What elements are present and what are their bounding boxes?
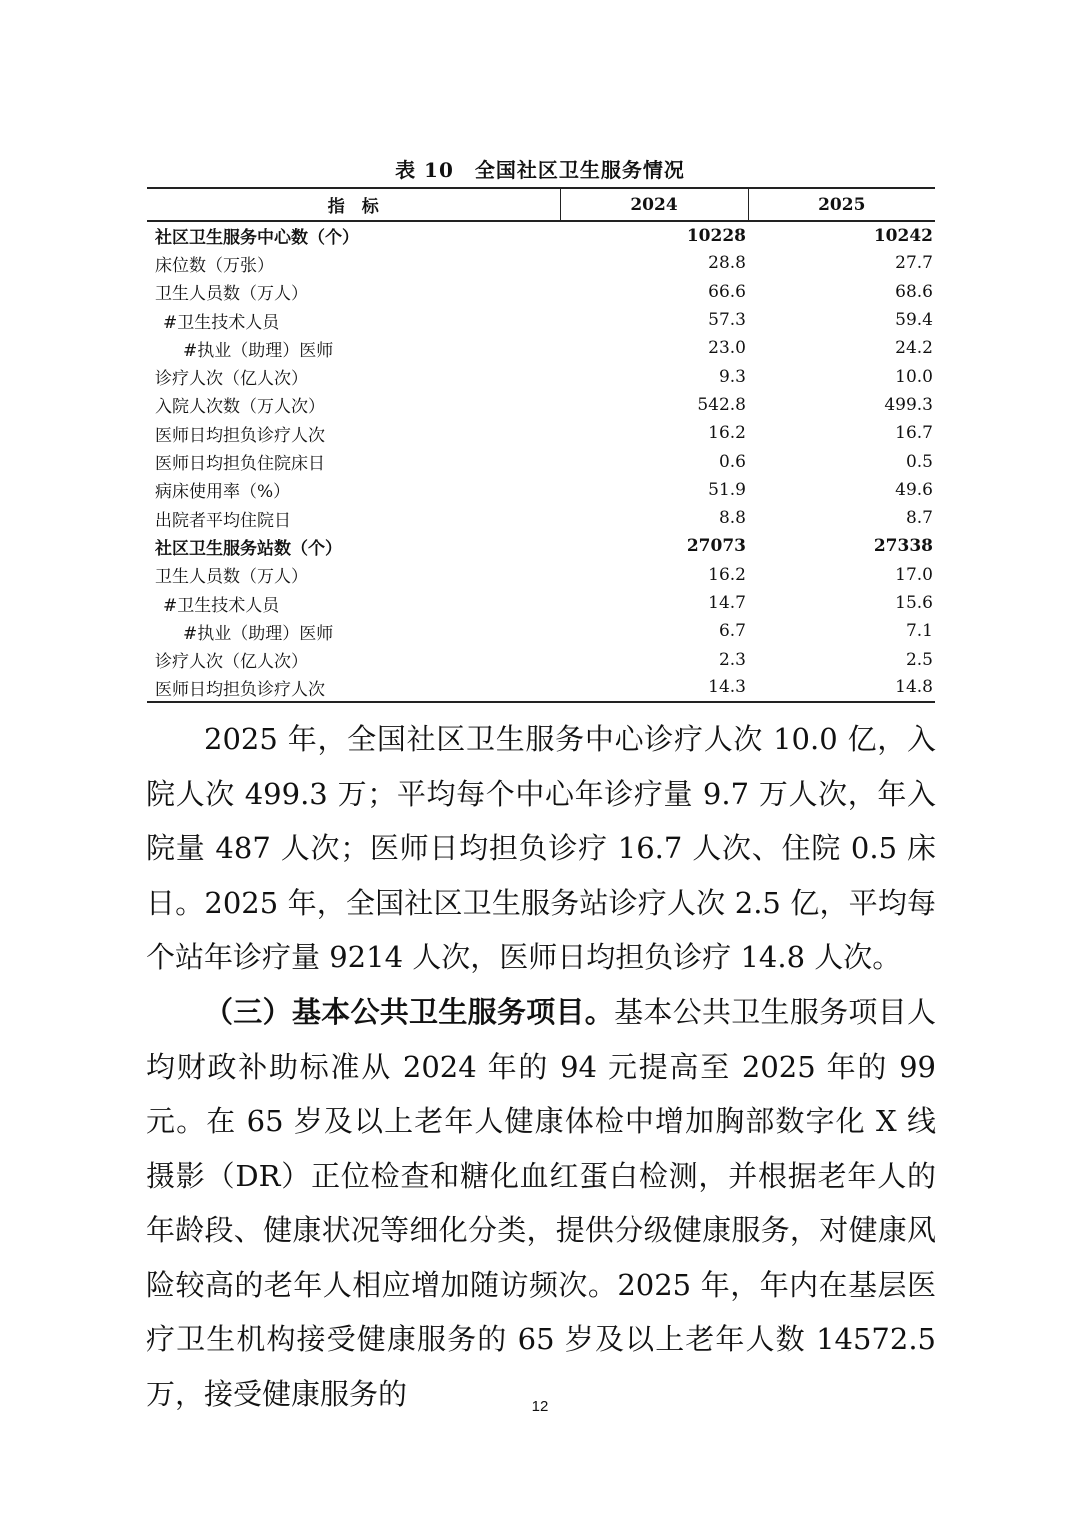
value-2025: 15.6: [895, 593, 933, 613]
row-label: 出院者平均住院日: [155, 510, 291, 531]
value-2024: 9.3: [718, 366, 746, 387]
row-label: 医师日均担负诊疗人次: [155, 425, 325, 446]
page-number: 12: [531, 1398, 549, 1415]
value-2024: 57.3: [708, 310, 746, 331]
value-2024: 8.8: [718, 508, 746, 529]
table-row: [147, 645, 935, 673]
row-label: 入院人次数（万人次）: [155, 397, 325, 418]
paragraph-public-health: [146, 985, 936, 1421]
value-2024: 66.6: [708, 281, 746, 302]
value-2025: 17.0: [895, 564, 933, 585]
value-2025: 27.7: [895, 253, 933, 274]
table-row: [147, 561, 935, 589]
table-header-row: [147, 188, 935, 221]
value-2025: 59.4: [895, 310, 933, 331]
table-row: [147, 306, 935, 334]
row-label: 医师日均担负住院床日: [155, 454, 325, 475]
value-2025: 10.0: [895, 366, 933, 387]
table-row: [147, 589, 935, 617]
header-2024: 2024: [560, 188, 748, 221]
row-label: #卫生技术人员: [163, 595, 280, 616]
table-caption: 表 10 全国社区卫生服务情况: [395, 158, 685, 182]
value-2024: 27073: [686, 536, 746, 557]
table-row: [147, 278, 935, 306]
row-label: 卫生人员数（万人）: [155, 284, 308, 305]
value-2024: 14.7: [708, 593, 746, 613]
row-label: #卫生技术人员: [163, 312, 280, 333]
value-2025: 14.8: [748, 674, 935, 702]
header-indicator: 指 标: [147, 188, 560, 221]
table-row: [147, 362, 935, 390]
value-2025: 499.3: [884, 394, 933, 415]
table-row: [147, 334, 935, 362]
table-row: [147, 447, 935, 475]
row-label: 社区卫生服务站数（个）: [155, 538, 342, 559]
value-2025: 7.1: [905, 621, 933, 642]
value-2024: 23.0: [708, 338, 746, 359]
row-label: 卫生人员数（万人）: [155, 567, 308, 588]
row-label: #执业（助理）医师: [183, 623, 334, 644]
table-row: [147, 391, 935, 419]
value-2024: 16.2: [708, 423, 746, 444]
row-label: 社区卫生服务中心数（个）: [155, 228, 359, 249]
value-2024: 2.3: [718, 649, 746, 670]
value-2024: 16.2: [708, 564, 746, 585]
row-label: #执业（助理）医师: [183, 340, 334, 361]
table-row: [147, 617, 935, 645]
table-row: [147, 504, 935, 532]
value-2025: 24.2: [895, 338, 933, 359]
row-label: 病床使用率（%）: [155, 482, 291, 503]
section-heading: （三）基本公共卫生服务项目。: [204, 995, 615, 1029]
value-2025: 10242: [873, 225, 933, 246]
value-2024: 6.7: [718, 621, 746, 642]
row-label: 医师日均担负诊疗人次: [147, 674, 560, 702]
community-health-table: [147, 187, 935, 703]
row-label: 诊疗人次（亿人次）: [155, 652, 308, 673]
value-2024: 51.9: [708, 479, 746, 500]
value-2025: 8.7: [905, 508, 933, 529]
section-body: 基本公共卫生服务项目人均财政补助标准从 2024 年的 94 元提高至 2025 年的 99 元。在 65 岁及以上老年人健康体检中增加胸部数字化 X 线摄影（DR）正位检查和糖化血红蛋白检测，并根据老年人的年龄段、健康状况等细化分类，提供分级健康服务，对健康风险较高的老年人相应增加随访频次。2025 年，年内在基层医疗卫生机构接受健康服务的 65 岁及以上老年人数 14572.5 万，接受健康服务的: [146, 995, 936, 1411]
header-2025: 2025: [748, 188, 935, 221]
row-label: 床位数（万张）: [155, 255, 274, 276]
value-2024: 10228: [686, 225, 746, 246]
value-2025: 16.7: [895, 423, 933, 444]
value-2025: 0.5: [905, 451, 933, 472]
value-2025: 49.6: [895, 479, 933, 500]
table-row: [147, 419, 935, 447]
row-label: 诊疗人次（亿人次）: [155, 369, 308, 390]
value-2025: 68.6: [895, 281, 933, 302]
table-row: [147, 249, 935, 277]
value-2024: 542.8: [697, 394, 746, 415]
table-row: [147, 674, 935, 702]
value-2025: 27338: [873, 536, 933, 557]
table-row: [147, 221, 935, 249]
paragraph-community-services: 2025 年，全国社区卫生服务中心诊疗人次 10.0 亿，入院人次 499.3 万；平均每个中心年诊疗量 9.7 万人次，年入院量 487 人次；医师日均担负诊疗 16.7 人次、住院 0.5 床日。2025 年，全国社区卫生服务站诊疗人次 2.5 亿，平均每个站年诊疗量 9214 人次，医师日均担负诊疗 14.8 人次。: [146, 722, 937, 974]
value-2025: 2.5: [905, 649, 933, 670]
value-2024: 28.8: [708, 253, 746, 274]
value-2024: 0.6: [718, 451, 746, 472]
table-row: [147, 476, 935, 504]
table-row: [147, 532, 935, 560]
value-2024: 14.3: [560, 674, 748, 702]
